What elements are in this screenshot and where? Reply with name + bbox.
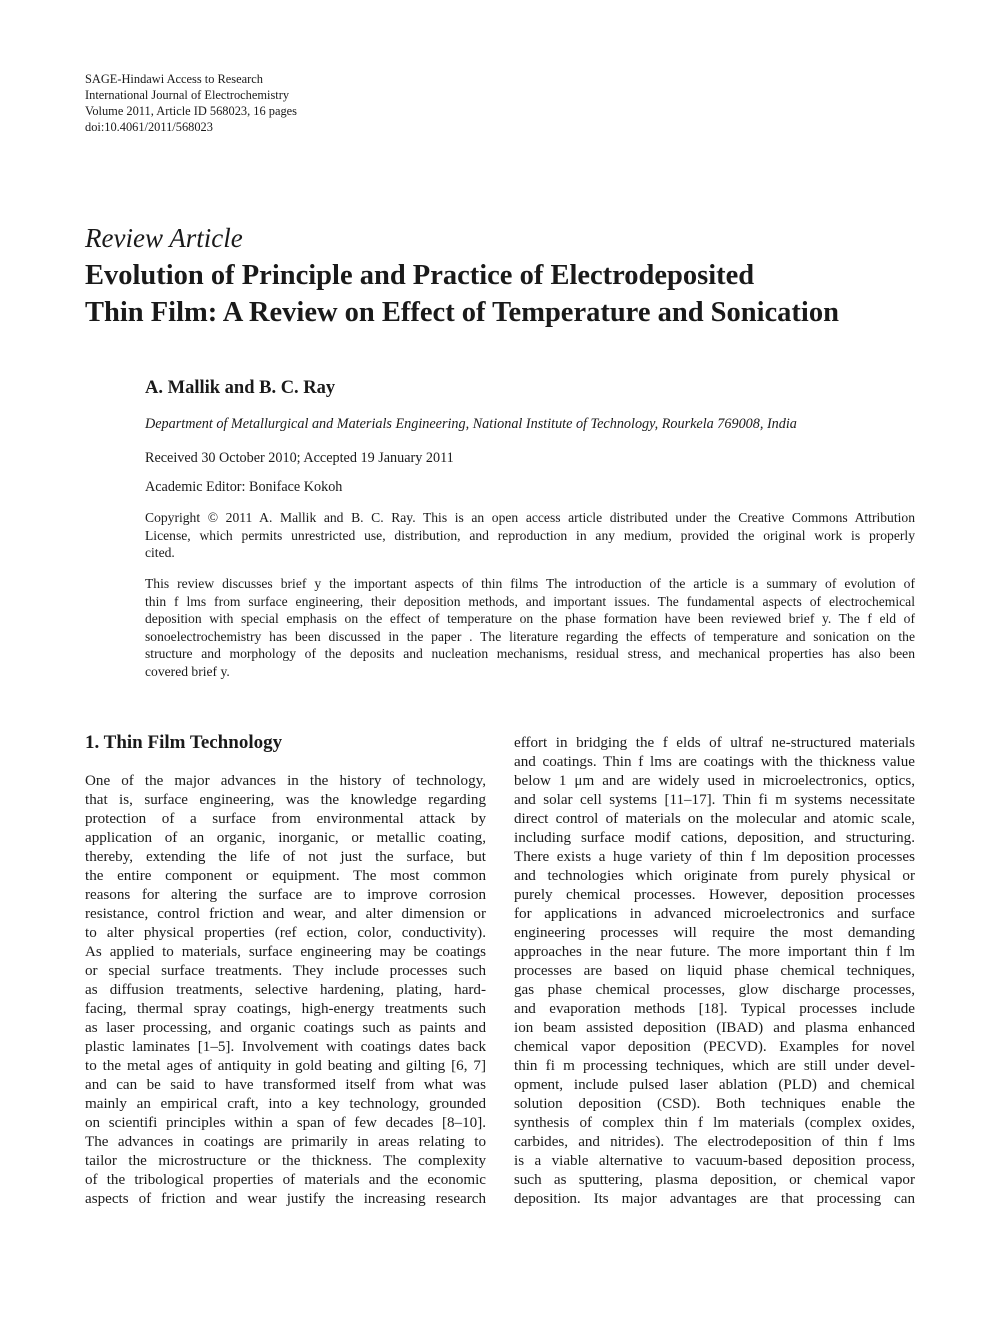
paper-title bbox=[85, 257, 945, 331]
received-accepted-dates: Received 30 October 2010; Accepted 19 January 2011 bbox=[145, 450, 454, 466]
body-line: and evaporation methods [18]. Typical processes include bbox=[514, 1001, 915, 1017]
body-line: As applied to materials, surface engineering may be coatings bbox=[85, 944, 486, 960]
journal-publisher: SAGE-Hindawi Access to Research bbox=[85, 72, 263, 86]
body-line: below 1 μm and are widely used in microelectronics, optics, bbox=[514, 773, 915, 789]
abstract-line: deposition with special emphasis on the effect of temperature on the phase formation have been reviewed brief y. The f eld of bbox=[145, 611, 915, 627]
body-line: processes are based on liquid phase chemical techniques, bbox=[514, 963, 915, 979]
body-line: deposition. Its major advantages are that processing can bbox=[514, 1191, 915, 1207]
journal-doi: doi:10.4061/2011/568023 bbox=[85, 120, 213, 134]
body-line: such as sputtering, plasma deposition, or chemical vapor bbox=[514, 1172, 915, 1188]
body-column-left bbox=[85, 772, 486, 1209]
body-line: on scientifi principles within a span of few decades [8–10]. bbox=[85, 1115, 486, 1131]
body-line: protection of a surface from environmental attack by bbox=[85, 811, 486, 827]
body-line: and can be said to have transformed itself from what was bbox=[85, 1077, 486, 1093]
body-line: and technologies which originate from purely physical or bbox=[514, 868, 915, 884]
body-line: mainly an empirical craft, into a key technology, grounded bbox=[85, 1096, 486, 1112]
body-line: The advances in coatings are primarily in areas relating to bbox=[85, 1134, 486, 1150]
body-line: or special surface treatments. They include processes such bbox=[85, 963, 486, 979]
abstract bbox=[145, 575, 915, 681]
body-column-right bbox=[514, 734, 915, 1209]
body-line: to the metal ages of antiquity in gold beating and gilting [6, 7] bbox=[85, 1058, 486, 1074]
body-line: gas phase chemical processes, glow discharge processes, bbox=[514, 982, 915, 998]
body-line: that is, surface engineering, was the knowledge regarding bbox=[85, 792, 486, 808]
body-line: as diffusion treatments, selective hardening, plating, hard- bbox=[85, 982, 486, 998]
copyright-line: Copyright © 2011 A. Mallik and B. C. Ray. This is an open access article distributed under the Creative Commons Attribution bbox=[145, 510, 915, 525]
body-line: purely chemical processes. However, deposition processes bbox=[514, 887, 915, 903]
body-line: synthesis of complex thin f lm materials (complex oxides, bbox=[514, 1115, 915, 1131]
body-line: aspects of friction and wear justify the increasing research bbox=[85, 1191, 486, 1207]
body-line: and solar cell systems [11–17]. Thin fi m systems necessitate bbox=[514, 792, 915, 808]
body-line: including surface modif cations, deposition, and structuring. bbox=[514, 830, 915, 846]
abstract-line: thin f lms from surface engineering, their deposition methods, and important issues. The fundamental aspects of electrochemical bbox=[145, 593, 915, 609]
journal-volume: Volume 2011, Article ID 568023, 16 pages bbox=[85, 104, 297, 118]
body-line: approaches in the near future. The more important thin f lm bbox=[514, 944, 915, 960]
body-line: and coatings. Thin f lms are coatings with the thickness value bbox=[514, 754, 915, 770]
body-line: of the tribological properties of materials and the economic bbox=[85, 1172, 486, 1188]
journal-info bbox=[85, 71, 585, 135]
body-line: the entire component or equipment. The most common bbox=[85, 868, 486, 884]
body-line: tailor the microstructure or the thickness. The complexity bbox=[85, 1153, 486, 1169]
authors: A. Mallik and B. C. Ray bbox=[145, 378, 336, 398]
copyright-notice bbox=[145, 509, 915, 562]
article-type: Review Article bbox=[85, 223, 243, 253]
abstract-line: covered brief y. bbox=[145, 663, 230, 679]
body-line: opment, include pulsed laser ablation (PLD) and chemical bbox=[514, 1077, 915, 1093]
copyright-line: License, which permits unrestricted use, distribution, and reproduction in any medium, provided the original work is properly bbox=[145, 527, 915, 543]
body-line: engineering processes will require the most demanding bbox=[514, 925, 915, 941]
body-line: direct control of materials on the molecular and atomic scale, bbox=[514, 811, 915, 827]
body-line: is a viable alternative to vacuum-based deposition process, bbox=[514, 1153, 915, 1169]
paper-title-line: Evolution of Principle and Practice of Electrodeposited bbox=[85, 260, 755, 291]
paper-title-line: Thin Film: A Review on Effect of Temperature and Sonication bbox=[85, 297, 839, 328]
body-line: chemical vapor deposition (PECVD). Examples for novel bbox=[514, 1039, 915, 1055]
body-line: for applications in advanced microelectronics and surface bbox=[514, 906, 915, 922]
abstract-line: sonoelectrochemistry has been discussed in the paper . The literature regarding the effects of temperature and sonication on the bbox=[145, 628, 915, 644]
abstract-line: This review discusses brief y the important aspects of thin films The introduction of the article is a summary of evolution of bbox=[145, 576, 915, 591]
journal-name: International Journal of Electrochemistry bbox=[85, 88, 290, 102]
body-line: carbides, and nitrides). The electrodeposition of thin f lms bbox=[514, 1134, 915, 1150]
body-line: thereby, extending the life of not just the surface, but bbox=[85, 849, 486, 865]
body-line: resistance, control friction and wear, and alter dimension or bbox=[85, 906, 486, 922]
body-line: as laser processing, and organic coatings such as paints and bbox=[85, 1020, 486, 1036]
academic-editor: Academic Editor: Boniface Kokoh bbox=[145, 479, 343, 495]
body-line: solution deposition (CSD). Both techniques enable the bbox=[514, 1096, 915, 1112]
body-line: facing, thermal spray coatings, high-energy treatments such bbox=[85, 1001, 486, 1017]
body-line: to alter physical properties (ref ection, color, conductivity). bbox=[85, 925, 486, 941]
body-line: ion beam assisted deposition (IBAD) and plasma enhanced bbox=[514, 1020, 915, 1036]
affiliation: Department of Metallurgical and Materials Engineering, National Institute of Technology, Rourkela 769008, India bbox=[145, 416, 797, 432]
body-line: reasons for altering the surface are to improve corrosion bbox=[85, 887, 486, 903]
body-line: thin fi m processing techniques, which are still under devel- bbox=[514, 1058, 915, 1074]
body-line: effort in bridging the f elds of ultraf ne-structured materials bbox=[514, 735, 915, 751]
copyright-line: cited. bbox=[145, 545, 175, 561]
section-heading: 1. Thin Film Technology bbox=[85, 732, 283, 753]
body-line: One of the major advances in the history of technology, bbox=[85, 773, 486, 789]
body-line: There exists a huge variety of thin f lm deposition processes bbox=[514, 849, 915, 865]
body-line: application of an organic, inorganic, or metallic coating, bbox=[85, 830, 486, 846]
abstract-line: structure and morphology of the deposits and nucleation mechanisms, residual stress, and mechanical properties has also been bbox=[145, 646, 915, 662]
body-line: plastic laminates [1–5]. Involvement with coatings dates back bbox=[85, 1039, 486, 1055]
